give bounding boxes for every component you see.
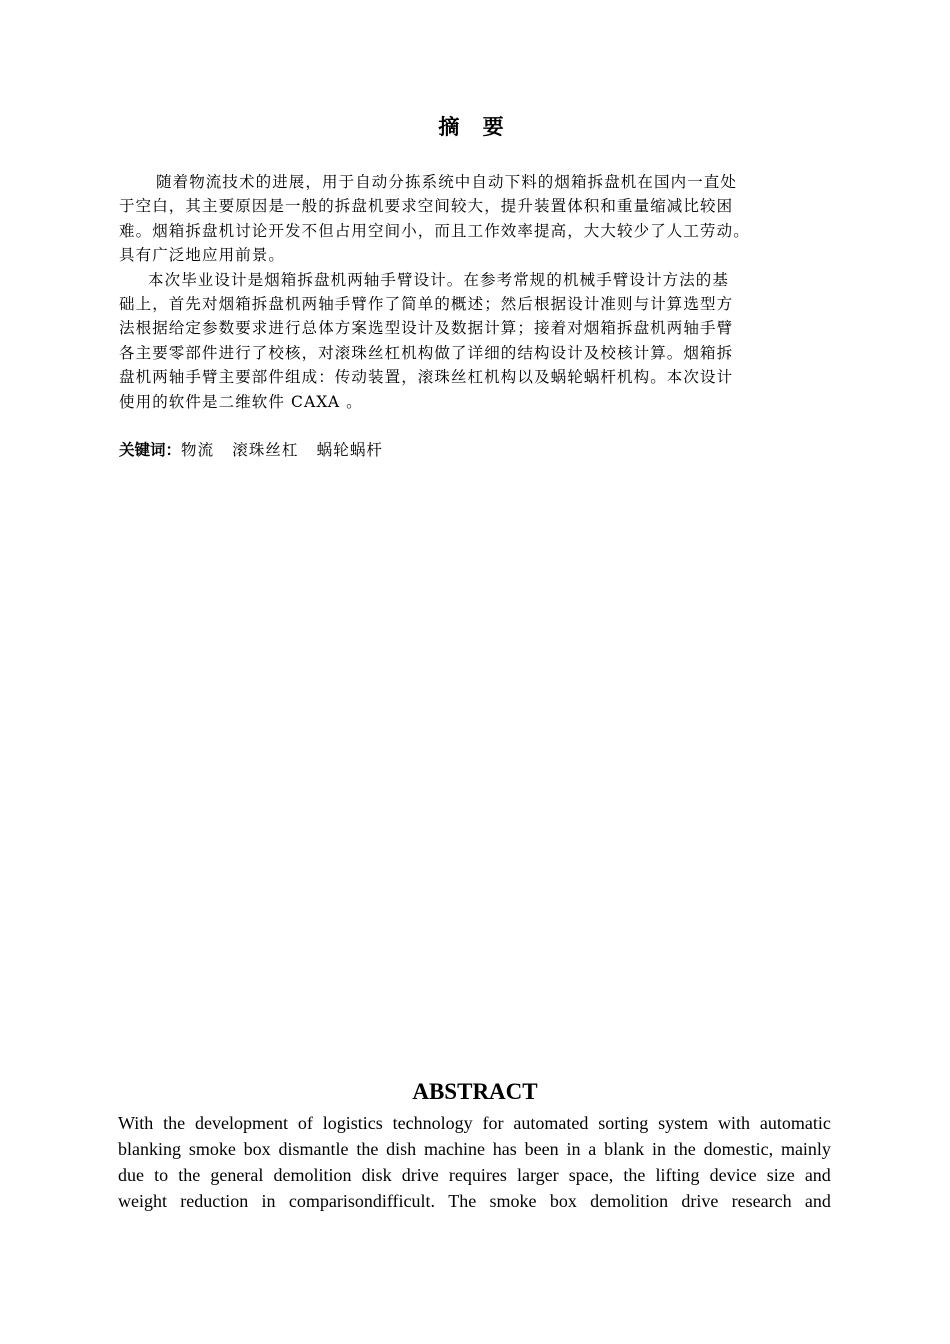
- word: With: [118, 1113, 154, 1133]
- chinese-abstract-title: 摘 要: [438, 115, 512, 139]
- word: size: [766, 1165, 795, 1185]
- keywords-line: [119, 438, 401, 462]
- word: blank: [604, 1139, 645, 1159]
- word: comparisondifficult.: [288, 1191, 435, 1211]
- chinese-abstract-line: 随着物流技术的进展，用于自动分拣系统中自动下料的烟箱拆盘机在国内一直处: [156, 173, 738, 191]
- word: in: [261, 1191, 276, 1211]
- chinese-abstract-line: 盘机两轴手臂主要部件组成：传动装置，滚珠丝杠机构以及蜗轮蜗杆机构。本次设计: [119, 368, 734, 387]
- word: automatic: [759, 1113, 831, 1133]
- word: sorting: [598, 1113, 649, 1133]
- word: a: [588, 1139, 597, 1159]
- word: demolition: [273, 1165, 352, 1185]
- word: requires: [448, 1165, 507, 1185]
- word: system: [658, 1113, 709, 1133]
- word: The: [448, 1191, 477, 1211]
- word: technology: [392, 1113, 473, 1133]
- word: been: [524, 1139, 559, 1159]
- word: the: [356, 1139, 379, 1159]
- word: lifting: [655, 1165, 700, 1185]
- english-abstract-title: ABSTRACT: [412, 1079, 538, 1104]
- word: and: [804, 1191, 831, 1211]
- word: dismantle: [278, 1139, 349, 1159]
- word: disk: [361, 1165, 392, 1185]
- english-abstract-line: [118, 1136, 831, 1162]
- word: logistics: [322, 1113, 383, 1133]
- word: smoke: [188, 1139, 236, 1159]
- word: in: [651, 1139, 666, 1159]
- word: larger: [516, 1165, 559, 1185]
- word: reduction: [180, 1191, 249, 1211]
- keyword: 物流: [181, 441, 215, 459]
- word: in: [566, 1139, 581, 1159]
- chinese-abstract-line: 各主要零部件进行了校核，对滚珠丝杠机构做了详细的结构设计及校核计算。烟箱拆: [119, 343, 734, 362]
- word: general: [210, 1165, 264, 1185]
- word: box: [549, 1191, 577, 1211]
- chinese-abstract-line: 法根据给定参数要求进行总体方案选型设计及数据计算；接着对烟箱拆盘机两轴手臂: [119, 319, 734, 338]
- chinese-abstract-line: 使用的软件是二维软件 CAXA 。: [119, 392, 363, 411]
- english-abstract-line: [118, 1188, 831, 1214]
- word: space,: [568, 1165, 614, 1185]
- word: box: [243, 1139, 271, 1159]
- chinese-abstract-line: 于空白，其主要原因是一般的拆盘机要求空间较大，提升装置体积和重量缩减比较困: [119, 197, 734, 216]
- keyword: 滚珠丝杠: [232, 441, 299, 459]
- chinese-abstract-line: 难。烟箱拆盘机讨论开发不但占用空间小，而且工作效率提高，大大较少了人工劳动。: [119, 221, 750, 240]
- word: for: [482, 1113, 504, 1133]
- chinese-abstract-line: 础上，首先对烟箱拆盘机两轴手臂作了简单的概述；然后根据设计准则与计算选型方: [119, 294, 734, 313]
- word: has: [492, 1139, 517, 1159]
- word: drive: [401, 1165, 439, 1185]
- word: weight: [118, 1191, 167, 1211]
- word: demolition: [590, 1191, 669, 1211]
- word: mainly: [780, 1139, 831, 1159]
- english-abstract-line: [118, 1110, 831, 1136]
- keywords-label: 关键词：: [119, 441, 182, 459]
- word: the: [623, 1165, 646, 1185]
- word: device: [709, 1165, 757, 1185]
- word: due: [118, 1165, 144, 1185]
- keyword: 蜗轮蜗杆: [316, 441, 384, 459]
- word: development: [195, 1113, 289, 1133]
- word: automated: [513, 1113, 589, 1133]
- word: and: [804, 1165, 831, 1185]
- word: dish: [386, 1139, 417, 1159]
- word: smoke: [489, 1191, 537, 1211]
- english-abstract-body: [118, 1110, 831, 1214]
- word: the: [163, 1113, 186, 1133]
- word: the: [178, 1165, 201, 1185]
- chinese-abstract-body: [119, 170, 834, 414]
- word: of: [297, 1113, 313, 1133]
- word: drive: [681, 1191, 719, 1211]
- word: machine: [423, 1139, 485, 1159]
- chinese-abstract-line: 本次毕业设计是烟箱拆盘机两轴手臂设计。在参考常规的机械手臂设计方法的基: [148, 270, 730, 289]
- chinese-abstract-line: 具有广泛地应用前景。: [119, 246, 286, 265]
- word: the: [673, 1139, 696, 1159]
- word: research: [731, 1191, 792, 1211]
- word: to: [154, 1165, 169, 1185]
- word: with: [718, 1113, 751, 1133]
- word: blanking: [118, 1139, 181, 1159]
- english-abstract-line: [118, 1162, 831, 1188]
- word: domestic,: [703, 1139, 774, 1159]
